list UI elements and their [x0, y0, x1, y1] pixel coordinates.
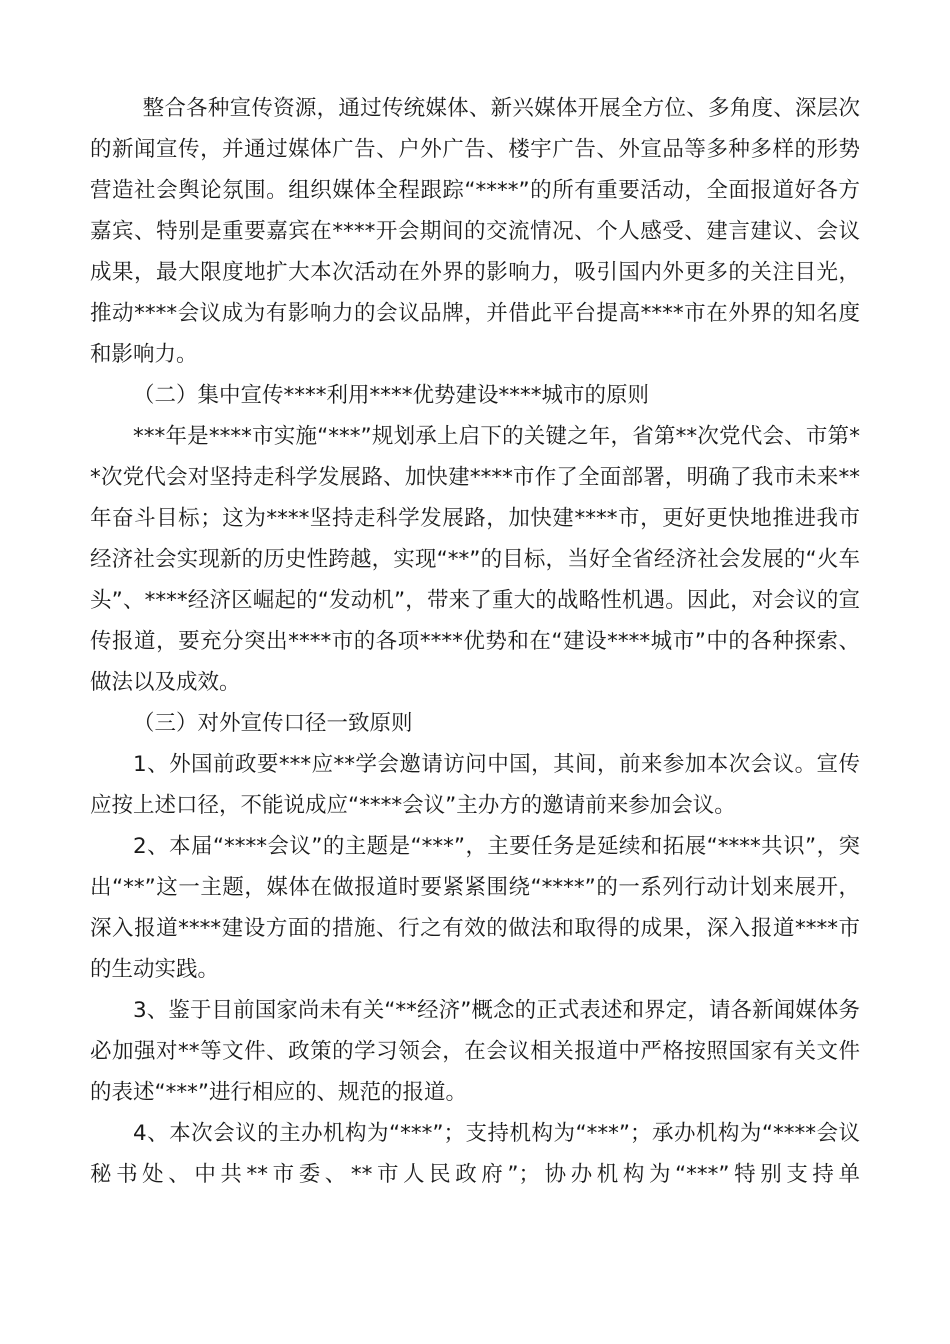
paragraph-publicity-resources: 整合各种宣传资源，通过传统媒体、新兴媒体开展全方位、多角度、深层次的新闻宣传，并通过媒体广告、户外广告、楼宇广告、外宣品等多种多样的形势营造社会舆论氛围。组织媒体全程跟踪“****”的所有重要活动，全面报道好各方嘉宾、特别是重要嘉宾在****开会期间的交流情况、个人感受、建言建议、会议成果，最大限度地扩大本次活动在外界的影响力，吸引国内外更多的关注目光，推动****会议成为有影响力的会议品牌，并借此平台提高****市在外界的知名度和影响力。	[90, 96, 860, 367]
section-heading-2: （二）集中宣传****利用****优势建设****城市的原则	[133, 383, 650, 408]
paragraph-item-3: 3、鉴于目前国家尚未有关“**经济”概念的正式表述和界定，请各新闻媒体务必加强对**等文件、政策的学习领会，在会议相关报道中严格按照国家有关文件的表述“***”进行相应的、规范的报道。	[90, 998, 860, 1105]
paragraph-item-1: 1、外国前政要***应**学会邀请访问中国，其间，前来参加本次会议。宣传应按上述口径，不能说成应“****会议”主办方的邀请前来参加会议。	[90, 752, 860, 818]
paragraph-key-year: ***年是****市实施“***”规划承上启下的关键之年，省第**次党代会、市第**次党代会对坚持走科学发展路、加快建****市作了全面部署，明确了我市未来**年奋斗目标；这为****坚持走科学发展路，加快建****市，更好更快地推进我市经济社会实现新的历史性跨越，实现“**”的目标，当好全省经济社会发展的“火车头”、****经济区崛起的“发动机”，带来了重大的战略性机遇。因此，对会议的宣传报道，要充分突出****市的各项****优势和在“建设****城市”中的各种探索、做法以及成效。	[90, 424, 860, 695]
paragraph-item-4: 4、本次会议的主办机构为“***”；支持机构为“***”；承办机构为“****会议秘书处、中共**市委、**市人民政府”；协办机构为“***”特别支持单	[90, 1121, 860, 1187]
document-body	[90, 88, 860, 1195]
paragraph-item-2: 2、本届“****会议”的主题是“***”，主要任务是延续和拓展“****共识”，突出“**”这一主题，媒体在做报道时要紧紧围绕“****”的一系列行动计划来展开，深入报道****建设方面的措施、行之有效的做法和取得的成果，深入报道****市的生动实践。	[90, 834, 860, 982]
section-heading-3: （三）对外宣传口径一致原则	[133, 711, 413, 736]
